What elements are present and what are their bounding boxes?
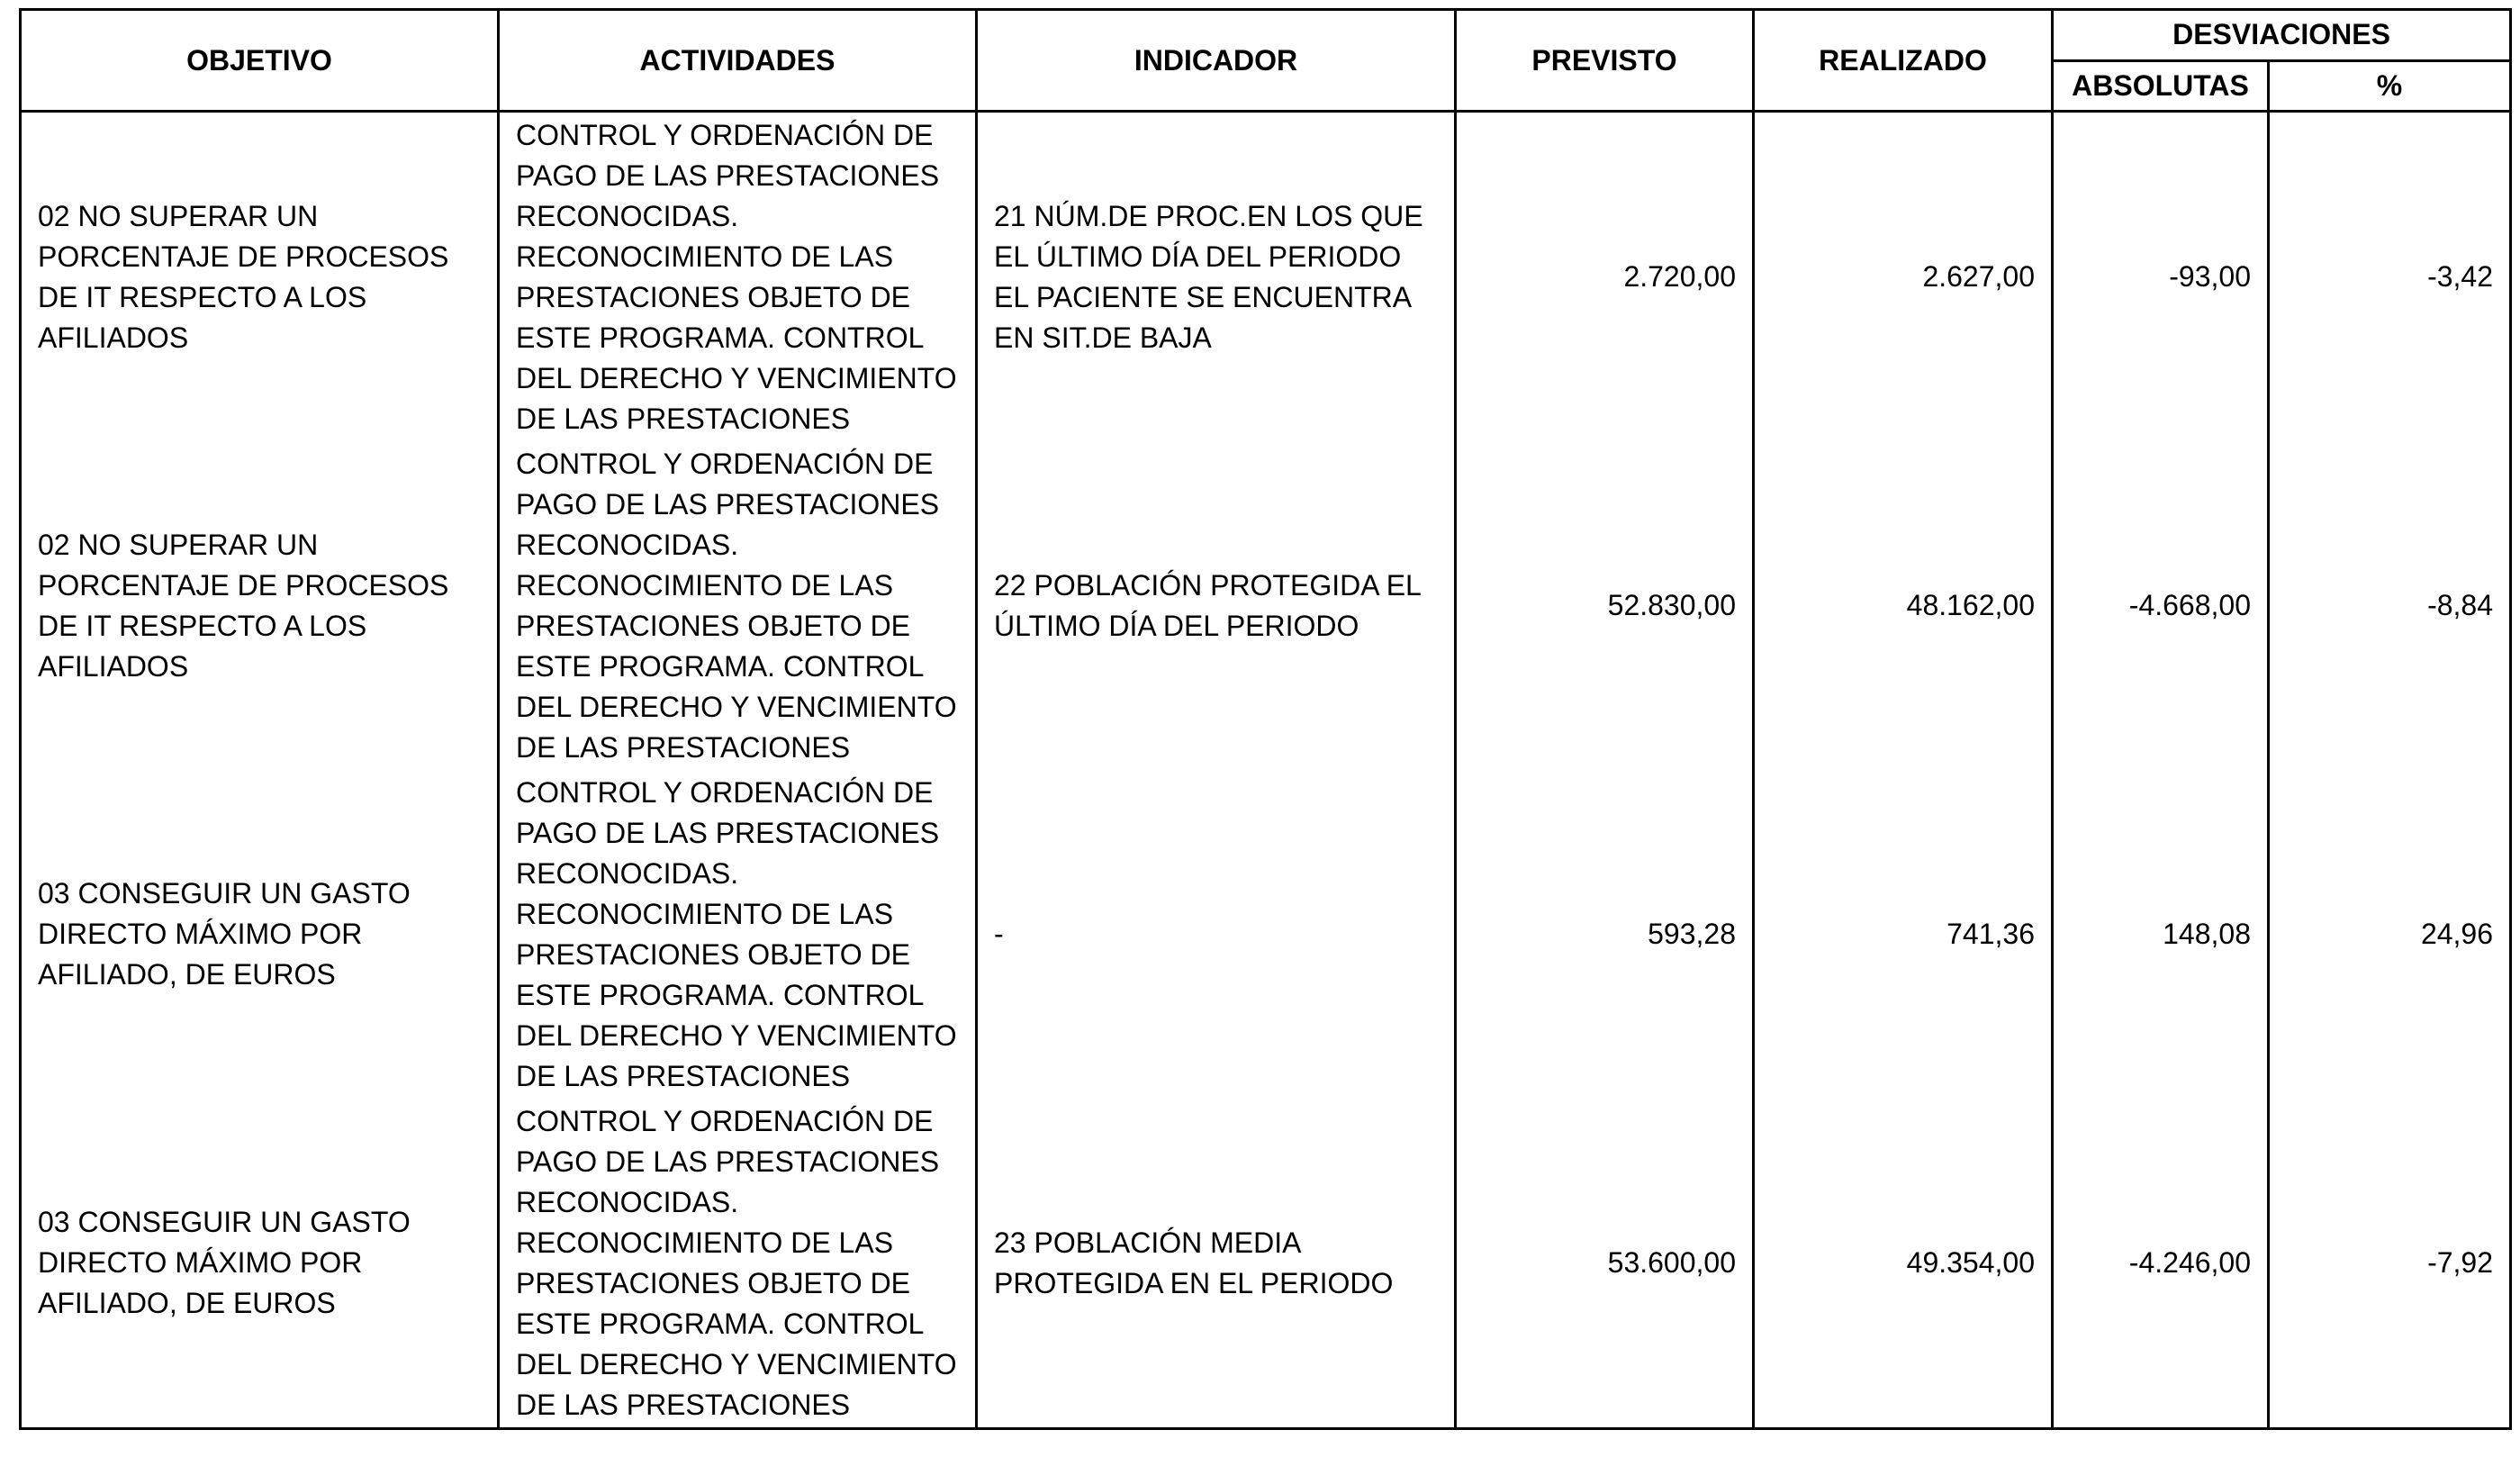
cell-absolutas: -4.246,00 xyxy=(2053,1099,2269,1429)
table-header xyxy=(21,10,2511,112)
cell-objetivo: 03 CONSEGUIR UN GASTO DIRECTO MÁXIMO POR AFILIADO, DE EUROS xyxy=(21,1099,499,1429)
cell-realizado: 49.354,00 xyxy=(1754,1099,2053,1429)
cell-absolutas: 148,08 xyxy=(2053,770,2269,1099)
cell-realizado: 741,36 xyxy=(1754,770,2053,1099)
cell-realizado: 2.627,00 xyxy=(1754,112,2053,442)
header-objetivo: OBJETIVO xyxy=(21,10,499,112)
header-absolutas: ABSOLUTAS xyxy=(2053,60,2269,112)
table-row xyxy=(21,770,2511,1099)
cell-previsto: 2.720,00 xyxy=(1456,112,1754,442)
table-row xyxy=(21,441,2511,770)
cell-objetivo: 03 CONSEGUIR UN GASTO DIRECTO MÁXIMO POR AFILIADO, DE EUROS xyxy=(21,770,499,1099)
cell-actividades: CONTROL Y ORDENACIÓN DE PAGO DE LAS PRESTACIONES RECONOCIDAS. RECONOCIMIENTO DE LAS PRESTACIONES OBJETO DE ESTE PROGRAMA. CONTROL DEL DERECHO Y VENCIMIENTO DE LAS PRESTACIONES xyxy=(499,770,977,1099)
cell-porcentaje: -7,92 xyxy=(2269,1099,2511,1429)
table-body xyxy=(21,112,2511,1429)
cell-indicador: 21 NÚM.DE PROC.EN LOS QUE EL ÚLTIMO DÍA DEL PERIODO EL PACIENTE SE ENCUENTRA EN SIT.DE BAJA xyxy=(977,112,1456,442)
cell-indicador: 23 POBLACIÓN MEDIA PROTEGIDA EN EL PERIODO xyxy=(977,1099,1456,1429)
cell-absolutas: -93,00 xyxy=(2053,112,2269,442)
table-row xyxy=(21,1099,2511,1429)
cell-actividades: CONTROL Y ORDENACIÓN DE PAGO DE LAS PRESTACIONES RECONOCIDAS. RECONOCIMIENTO DE LAS PRESTACIONES OBJETO DE ESTE PROGRAMA. CONTROL DEL DERECHO Y VENCIMIENTO DE LAS PRESTACIONES xyxy=(499,441,977,770)
header-actividades: ACTIVIDADES xyxy=(499,10,977,112)
cell-actividades: CONTROL Y ORDENACIÓN DE PAGO DE LAS PRESTACIONES RECONOCIDAS. RECONOCIMIENTO DE LAS PRESTACIONES OBJETO DE ESTE PROGRAMA. CONTROL DEL DERECHO Y VENCIMIENTO DE LAS PRESTACIONES xyxy=(499,112,977,442)
cell-previsto: 53.600,00 xyxy=(1456,1099,1754,1429)
cell-absolutas: -4.668,00 xyxy=(2053,441,2269,770)
header-porcentaje: % xyxy=(2269,60,2511,112)
cell-objetivo: 02 NO SUPERAR UN PORCENTAJE DE PROCESOS DE IT RESPECTO A LOS AFILIADOS xyxy=(21,112,499,442)
cell-indicador: 22 POBLACIÓN PROTEGIDA EL ÚLTIMO DÍA DEL PERIODO xyxy=(977,441,1456,770)
table-row xyxy=(21,112,2511,442)
cell-porcentaje: -3,42 xyxy=(2269,112,2511,442)
cell-objetivo: 02 NO SUPERAR UN PORCENTAJE DE PROCESOS DE IT RESPECTO A LOS AFILIADOS xyxy=(21,441,499,770)
header-desviaciones: DESVIACIONES xyxy=(2053,10,2511,61)
cell-indicador: - xyxy=(977,770,1456,1099)
cell-porcentaje: 24,96 xyxy=(2269,770,2511,1099)
cell-porcentaje: -8,84 xyxy=(2269,441,2511,770)
cell-realizado: 48.162,00 xyxy=(1754,441,2053,770)
header-indicador: INDICADOR xyxy=(977,10,1456,112)
cell-actividades: CONTROL Y ORDENACIÓN DE PAGO DE LAS PRESTACIONES RECONOCIDAS. RECONOCIMIENTO DE LAS PRESTACIONES OBJETO DE ESTE PROGRAMA. CONTROL DEL DERECHO Y VENCIMIENTO DE LAS PRESTACIONES xyxy=(499,1099,977,1429)
header-previsto: PREVISTO xyxy=(1456,10,1754,112)
cell-previsto: 593,28 xyxy=(1456,770,1754,1099)
cell-previsto: 52.830,00 xyxy=(1456,441,1754,770)
header-realizado: REALIZADO xyxy=(1754,10,2053,112)
objectives-table xyxy=(19,8,2512,1430)
